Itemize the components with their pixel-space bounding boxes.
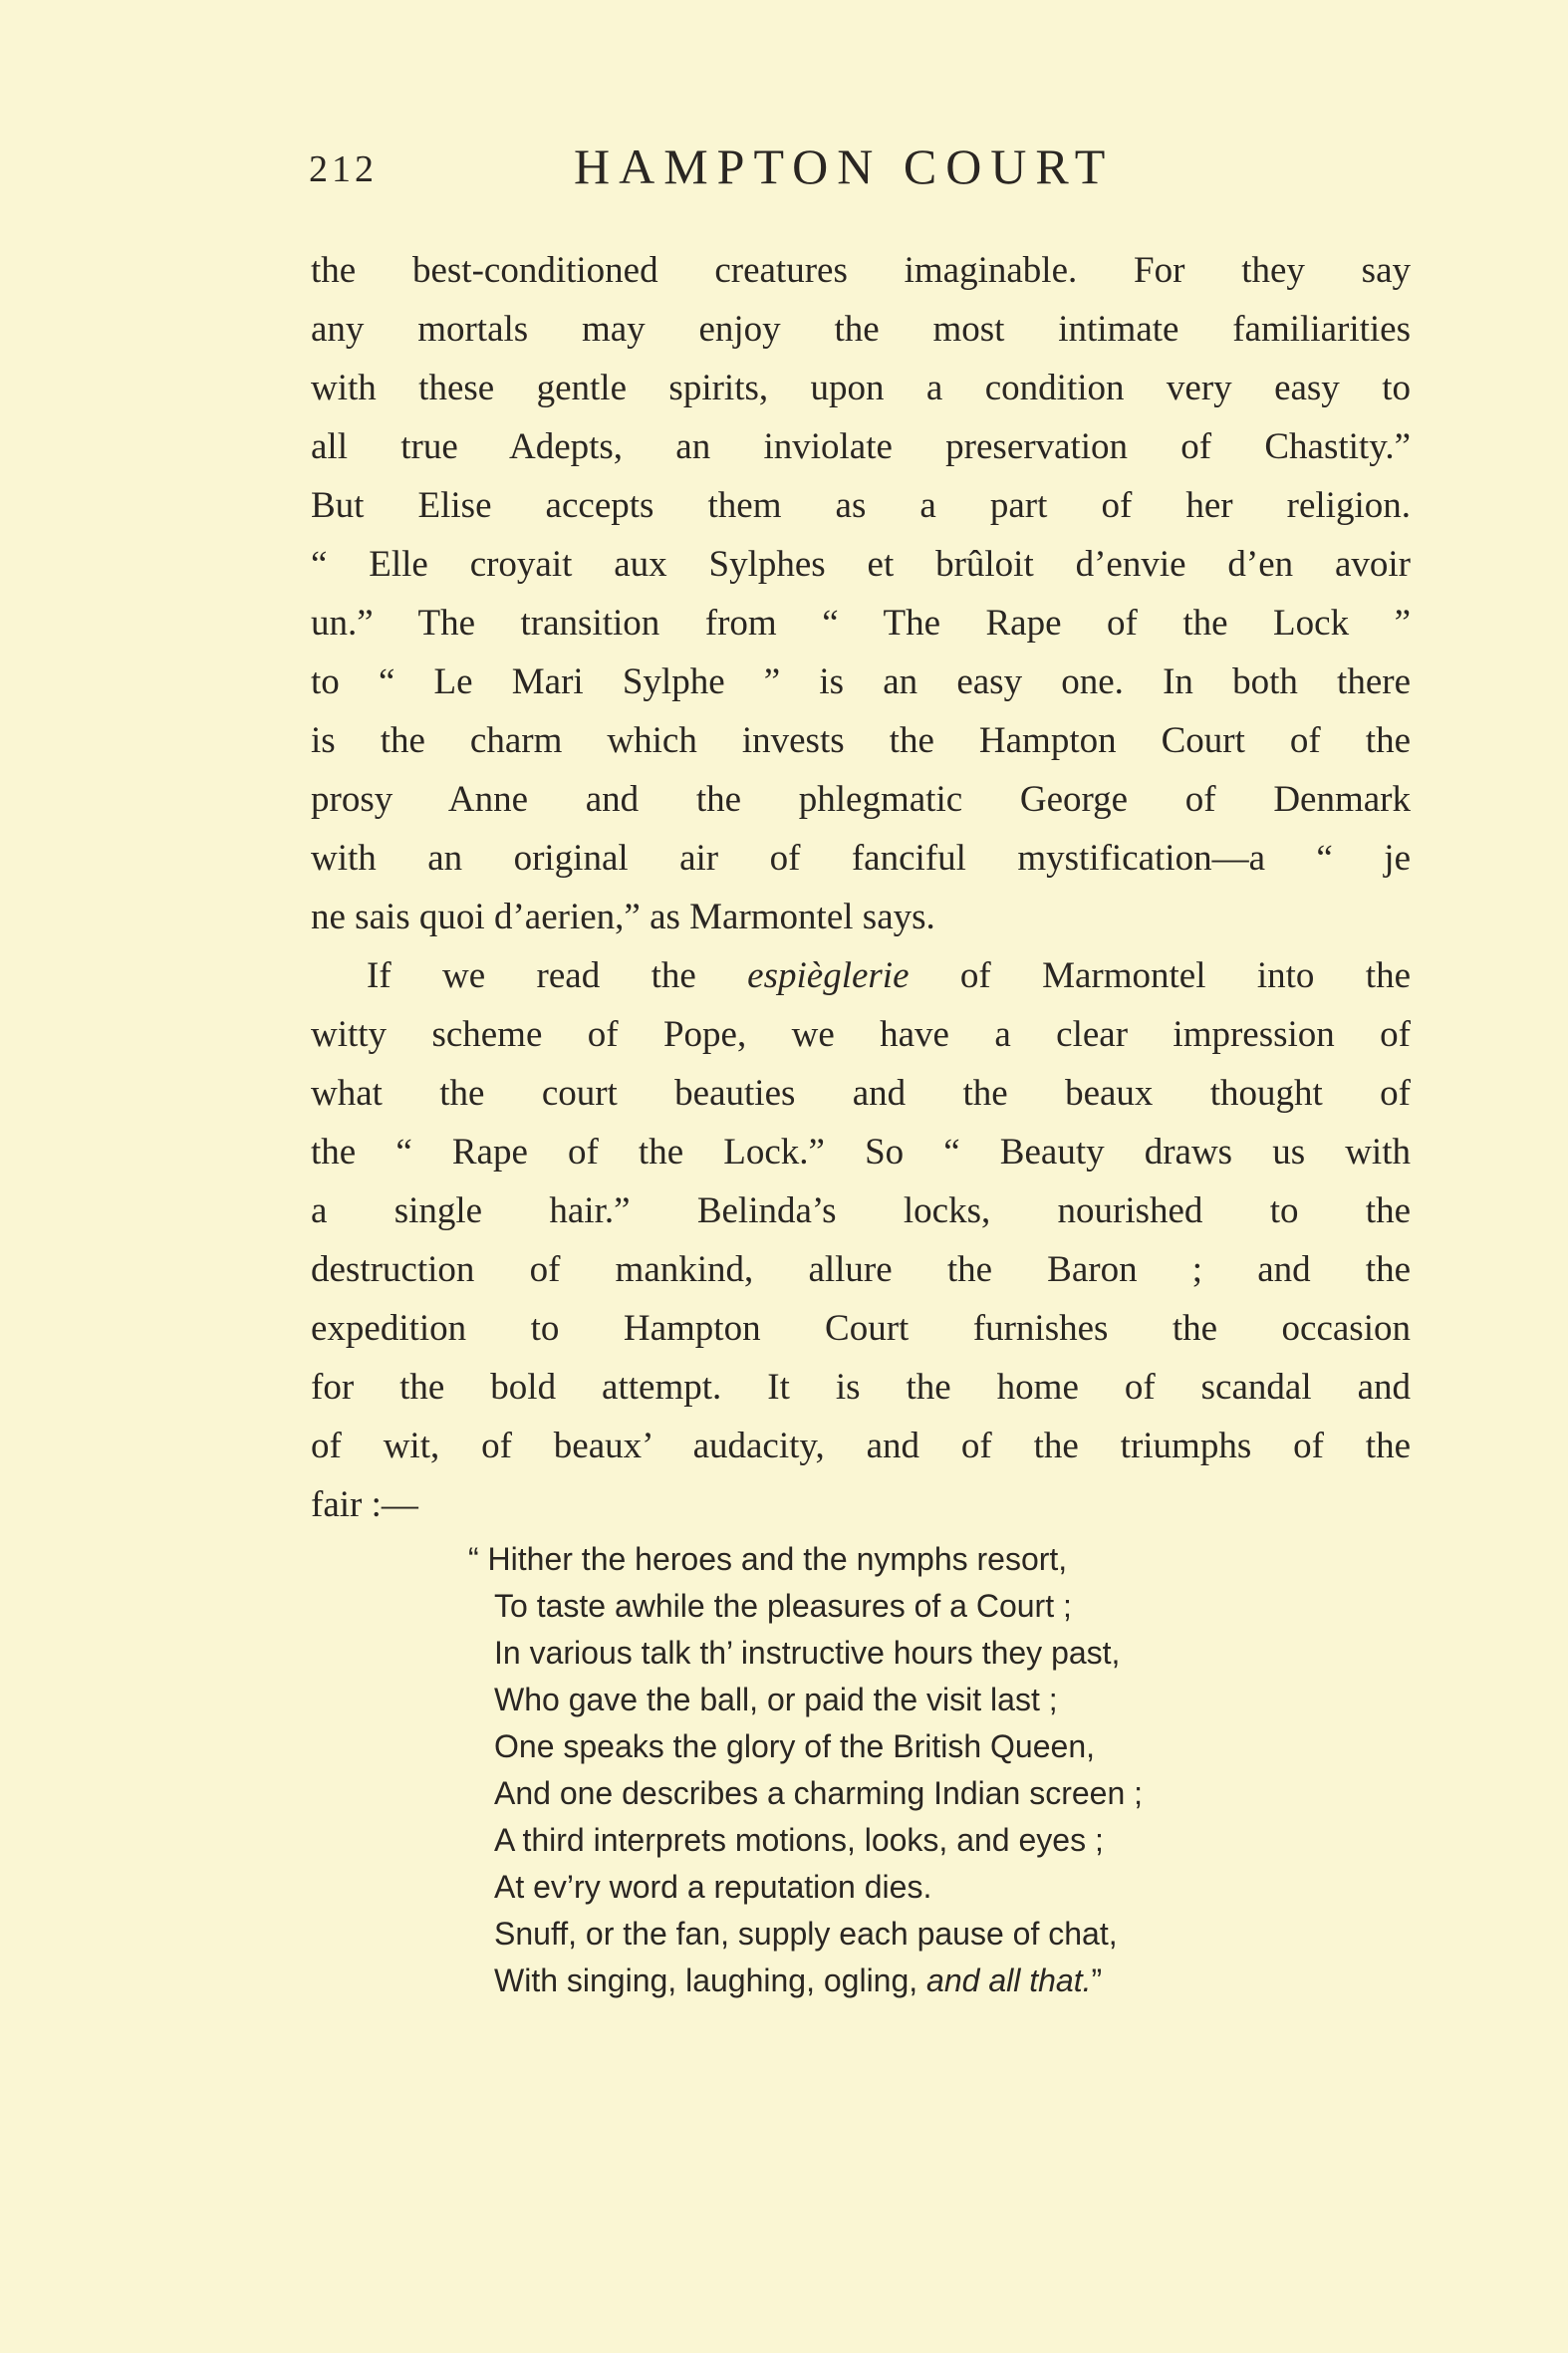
- body-text: [311, 241, 1411, 1534]
- text-line: witty scheme of Pope, we have a clear impression of: [311, 1014, 1411, 1055]
- text-line: with these gentle spirits, upon a condition very easy to: [311, 368, 1411, 408]
- text-line: ne sais quoi d’aerien,” as Marmontel says.: [311, 897, 935, 937]
- closing-quote: ”: [1091, 1962, 1103, 1998]
- verse-line: At ev’ry word a reputation dies.: [494, 1869, 932, 1905]
- text-run: of Marmontel into the: [909, 955, 1411, 996]
- text-line: fair :—: [311, 1484, 418, 1525]
- text-line: any mortals may enjoy the most intimate familiarities: [311, 309, 1411, 350]
- text-line: is the charm which invests the Hampton Court of the: [311, 720, 1411, 761]
- text-line: But Elise accepts them as a part of her religion.: [311, 485, 1411, 526]
- verse-line: Snuff, or the fan, supply each pause of chat,: [494, 1916, 1118, 1952]
- page-number: 212: [309, 148, 378, 190]
- text-line: of wit, of beaux’ audacity, and of the triumphs of the: [311, 1426, 1411, 1466]
- italic-term: and all that.: [926, 1962, 1092, 1998]
- verse-line: “ Hither the heroes and the nymphs resort,: [468, 1541, 1068, 1577]
- text-line: a single hair.” Belinda’s locks, nourished to the: [311, 1190, 1411, 1231]
- text-line: with an original air of fanciful mystification—a “ je: [311, 838, 1411, 879]
- text-line: prosy Anne and the phlegmatic George of Denmark: [311, 779, 1411, 820]
- verse-run: With singing, laughing, ogling,: [494, 1962, 927, 1998]
- text-run: If we read the: [367, 955, 748, 996]
- verse-line: In various talk th’ instructive hours they past,: [494, 1635, 1121, 1671]
- verse-line: One speaks the glory of the British Queen,: [494, 1728, 1095, 1764]
- text-line: all true Adepts, an inviolate preservation of Chastity.”: [311, 426, 1411, 467]
- text-line: to “ Le Mari Sylphe ” is an easy one. In both there: [311, 661, 1411, 702]
- text-line: for the bold attempt. It is the home of scandal and: [311, 1367, 1411, 1408]
- text-line: [311, 946, 1411, 1005]
- verse-line: [468, 1958, 1285, 2004]
- verse-line: And one describes a charming Indian screen ;: [494, 1775, 1144, 1811]
- running-title: HAMPTON COURT: [574, 138, 1115, 194]
- running-head: [0, 137, 1568, 207]
- text-line: what the court beauties and the beaux thought of: [311, 1073, 1411, 1114]
- verse-quotation: [468, 1536, 1285, 2004]
- text-line: “ Elle croyait aux Sylphes et brûloit d’envie d’en avoir: [311, 544, 1411, 585]
- verse-line: To taste awhile the pleasures of a Court ;: [494, 1588, 1072, 1624]
- text-line: the best-conditioned creatures imaginable. For they say: [311, 250, 1411, 291]
- text-line: destruction of mankind, allure the Baron ; and the: [311, 1249, 1411, 1290]
- text-line: the “ Rape of the Lock.” So “ Beauty draws us with: [311, 1132, 1411, 1173]
- text-line: un.” The transition from “ The Rape of the Lock ”: [311, 603, 1411, 644]
- verse-line: Who gave the ball, or paid the visit last ;: [494, 1682, 1058, 1717]
- italic-term: espièglerie: [747, 955, 910, 996]
- text-line: expedition to Hampton Court furnishes the occasion: [311, 1308, 1411, 1349]
- verse-line: A third interprets motions, looks, and eyes ;: [494, 1822, 1104, 1858]
